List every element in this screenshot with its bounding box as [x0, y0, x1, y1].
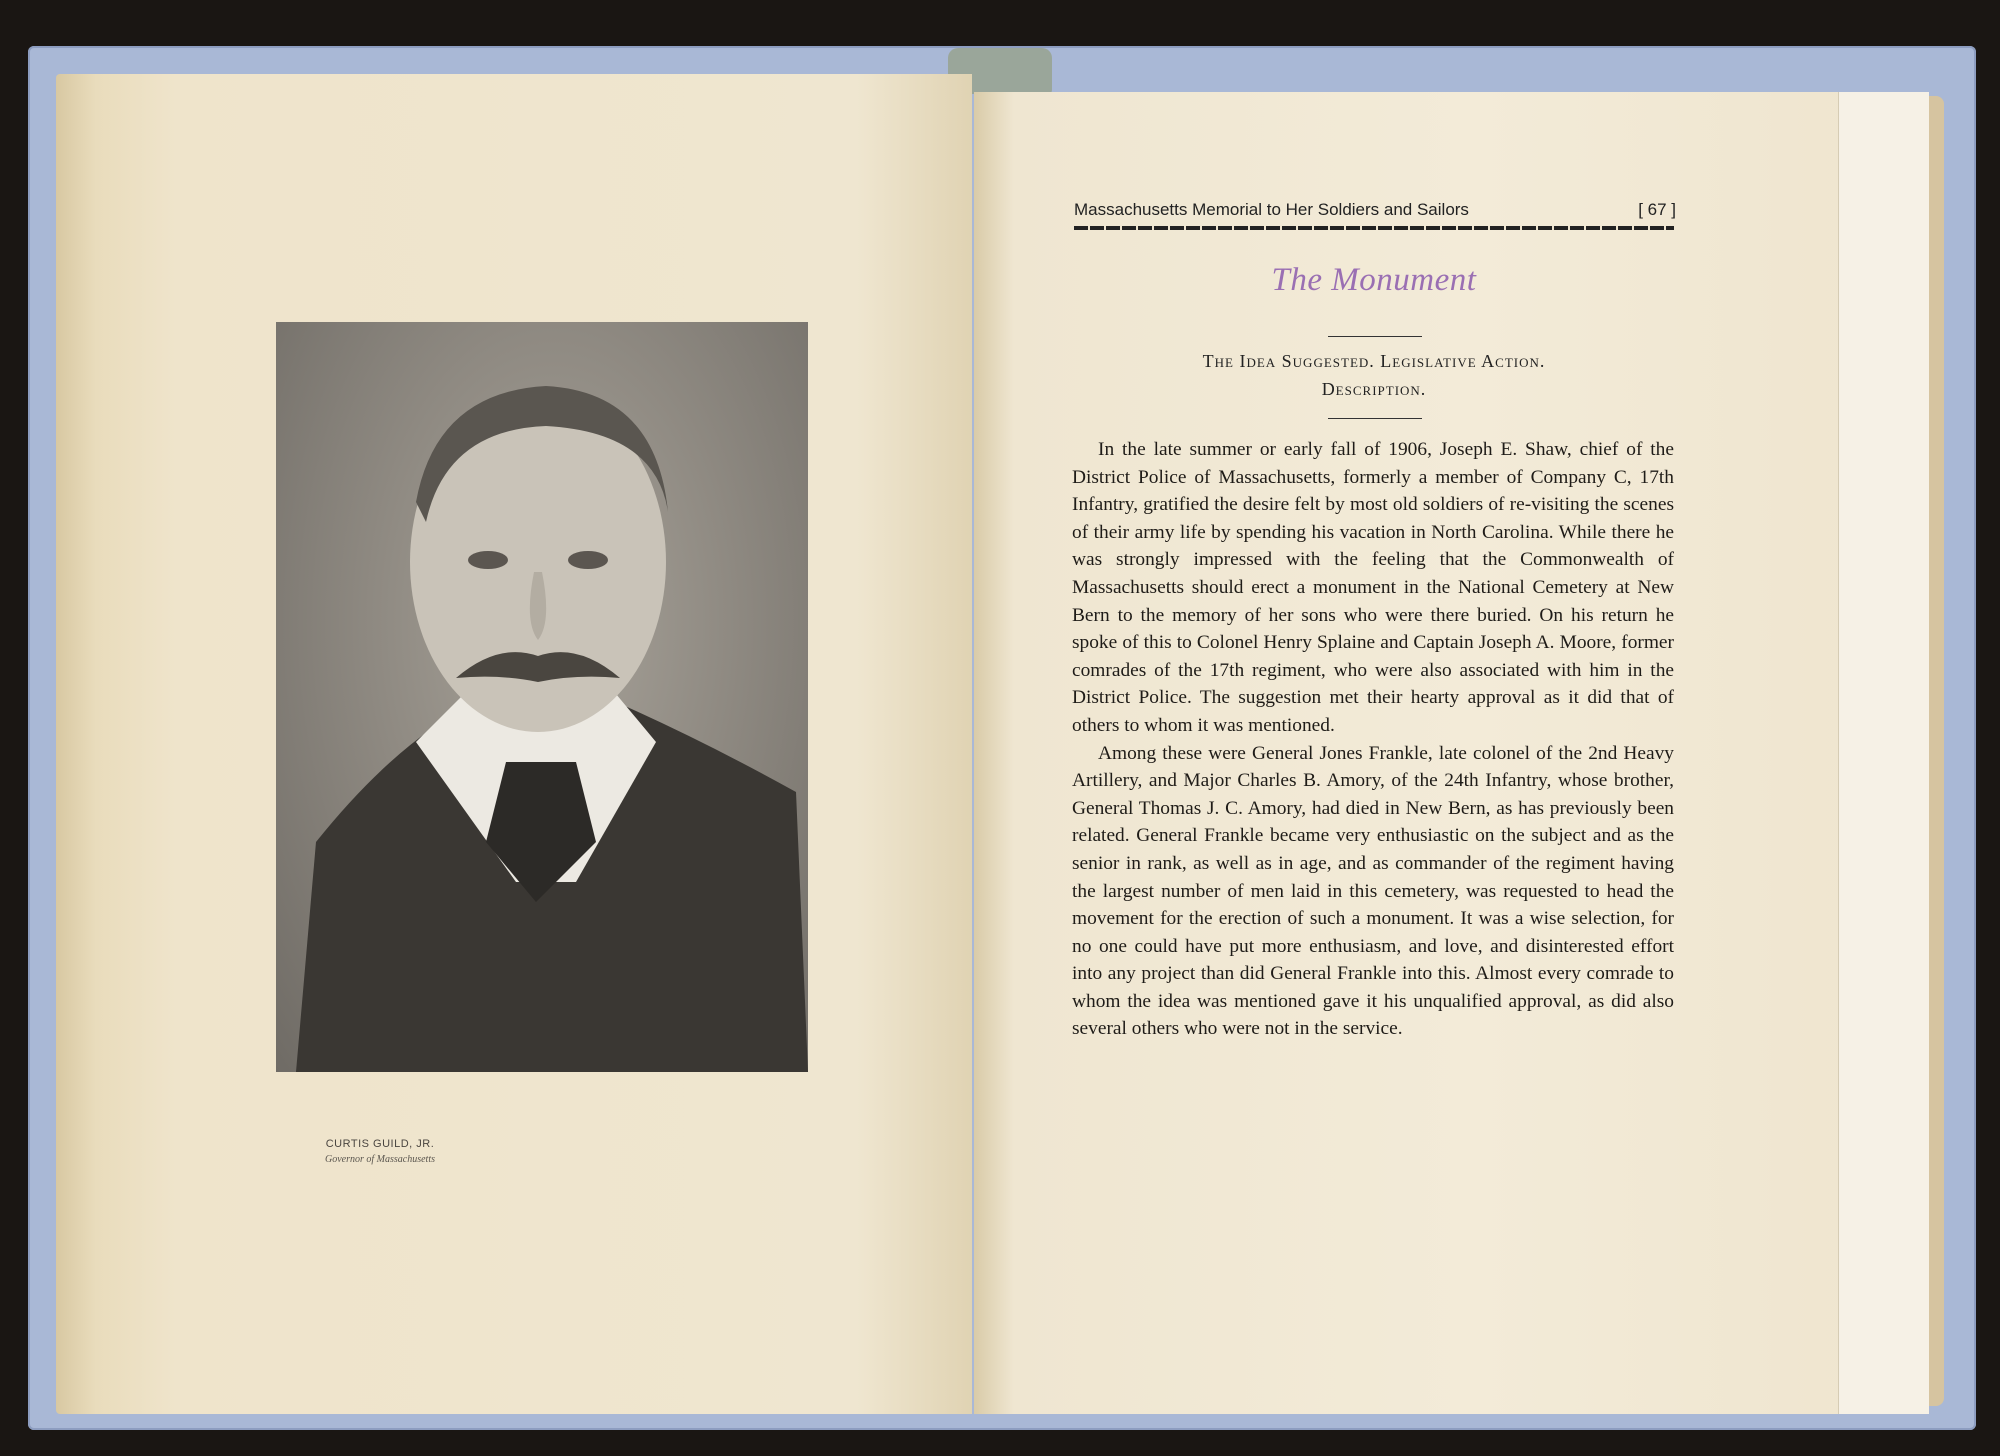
paragraph: In the late summer or early fall of 1906, Joseph E. Shaw, chief of the District Police of Massachusetts, formerly a member of Company C, 17th Infantry, gratified the desire felt by most old soldiers of re-visiting the scenes of their army life by spending his vacation in North Carolina. While there he was strongly impressed with the feeling that the Commonwealth of Massachusetts should erect a monument in the National Cemetery at New Bern to the memory of her sons who were there buried. On his return he spoke of this to Colonel Henry Splaine and Captain Joseph A. Moore, former comrades of the 17th regiment, who were also associated with him in the District Police. The suggestion met their hearty approval as it did that of others to whom it was mentioned. [1072, 439, 1674, 736]
portrait-figure [276, 322, 808, 1072]
fore-edge-leaf [1838, 92, 1929, 1414]
subhead-line-2: Description. [1321, 379, 1427, 399]
header-rule [1074, 226, 1674, 230]
chapter-title: The Monument [1271, 262, 1477, 298]
portrait-caption-name: CURTIS GUILD, JR. [325, 1138, 435, 1150]
subhead-rule-top [1328, 336, 1422, 337]
subhead-line-1: The Idea Suggested. Legislative Action. [1202, 351, 1546, 371]
subhead-rule-bottom [1328, 418, 1422, 419]
body-text [1072, 436, 1674, 1043]
paragraph: Among these were General Jones Frankle, late colonel of the 2nd Heavy Artillery, and Major Charles B. Amory, of the 24th Infantry, whose brother, General Thomas J. C. Amory, had died in New Bern, as has previously been related. General Frankle became very enthusiastic on the subject and as the senior in rank, as well as in age, and as commander of the regiment having the largest number of men laid in this cemetery, was requested to head the movement for the erection of such a monument. It was a wise selection, for no one could have put more enthusiasm, and love, and disinterested effort into any project than did General Frankle into this. Almost every comrade to whom the idea was mentioned gave it his unqualified approval, as did also several others who were not in the service. [1072, 742, 1674, 1040]
portrait-photo [276, 322, 808, 1072]
page-number: [ 67 ] [1638, 200, 1676, 219]
portrait-caption-title: Governor of Massachusetts [325, 1154, 435, 1165]
running-head: Massachusetts Memorial to Her Soldiers and Sailors [1074, 200, 1469, 219]
